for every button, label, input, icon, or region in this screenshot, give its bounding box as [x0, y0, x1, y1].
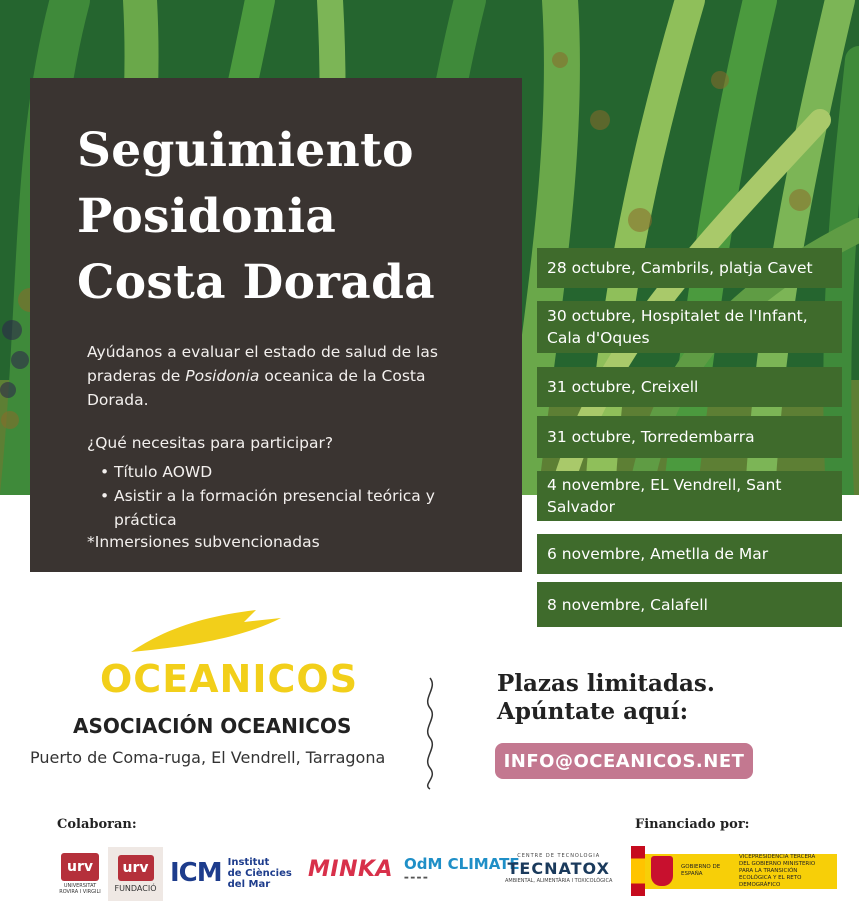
gov-band [645, 854, 837, 889]
icm-text-line: Institut [227, 856, 270, 868]
urv-logo [55, 848, 105, 900]
urv-text: UNIVERSITAT ROVIRA I VIRGILI [59, 883, 101, 895]
fundacio-mark-icon: urv [118, 855, 154, 881]
page-title [77, 118, 435, 316]
info-panel [30, 78, 522, 572]
cta-line: Plazas limitadas. [497, 670, 715, 697]
cta-line: Apúntate aquí: [497, 698, 689, 725]
requirement-item: • Título AOWD [100, 460, 480, 484]
odm-text: OdM CLIMATE [404, 855, 520, 873]
date-item: 8 novembre, Calafell [537, 582, 842, 627]
gov-text: GOBIERNO DE ESPAÑA [681, 864, 721, 877]
icm-text-line: del Mar [227, 878, 271, 890]
date-item: 6 novembre, Ametlla de Mar [537, 534, 842, 574]
date-item: 31 octubre, Torredembarra [537, 416, 842, 458]
title-line: Seguimiento [77, 123, 414, 178]
coat-of-arms-icon [651, 856, 673, 886]
gobierno-espana-logo [631, 846, 837, 896]
icm-text-line: de Ciències [227, 867, 292, 879]
collaborators-label: Colaboran: [57, 817, 137, 832]
odm-climate-logo [404, 855, 520, 881]
fundacio-text: FUNDACIÓ [114, 884, 157, 893]
icm-text [228, 857, 292, 890]
date-item: 30 octubre, Hospitalet de l'Infant, Cala d'Oques [537, 301, 842, 353]
fundacio-logo [108, 847, 163, 901]
intro-part: Ayúdanos a evaluar el estado de salud de las praderas de [87, 343, 438, 385]
title-line: Posidonia [77, 189, 337, 244]
subsidy-note: *Inmersiones subvencionadas [87, 533, 320, 551]
requirement-item: • Asistir a la formación presencial teórica y práctica [100, 484, 480, 532]
odm-subtext-icon: ▬ ▬ ▬ ▬ [404, 875, 428, 881]
minka-logo: MINKA [308, 857, 394, 882]
date-item: 28 octubre, Cambrils, platja Cavet [537, 248, 842, 288]
ministry-text: VICEPRESIDENCIA TERCERA DEL GOBIERNO MINISTERIO PARA LA TRANSICIÓN ECOLÓGICA Y EL RETO DEMOGRÁFICO [739, 853, 816, 888]
cta-text [497, 670, 715, 726]
requirements-question: ¿Qué necesitas para participar? [87, 434, 334, 452]
tecnatox-sub: AMBIENTAL, ALIMENTÀRIA I TOXICOLÒGICA [505, 878, 613, 884]
intro-part: oceanica de la Costa Dorada. [87, 367, 426, 409]
oceanicos-wing-icon [126, 608, 286, 656]
tecnatox-name: TECNATOX [507, 859, 610, 878]
tecnatox-top: CENTRE DE TECNOLOGIA [517, 853, 601, 859]
spain-flag-icon [631, 846, 645, 896]
organization-address: Puerto de Coma-ruga, El Vendrell, Tarragona [30, 748, 386, 767]
intro-italic: Posidonia [185, 367, 260, 385]
divider-squiggle [420, 676, 440, 791]
email-button[interactable]: INFO@OCEANICOS.NET [495, 743, 753, 779]
oceanicos-logo: OCEANICOS [100, 657, 359, 701]
title-line: Costa Dorada [77, 255, 435, 310]
urv-mark-icon: urv [61, 853, 99, 881]
date-item: 31 octubre, Creixell [537, 367, 842, 407]
icm-mark: ICM [170, 858, 222, 888]
funded-label: Financiado por: [635, 817, 750, 832]
icm-logo [170, 853, 292, 893]
intro-text [87, 340, 487, 412]
date-item: 4 novembre, EL Vendrell, Sant Salvador [537, 471, 842, 521]
tecnatox-logo [505, 853, 612, 884]
requirements-list [100, 460, 480, 532]
organization-name: ASOCIACIÓN OCEANICOS [73, 714, 352, 738]
